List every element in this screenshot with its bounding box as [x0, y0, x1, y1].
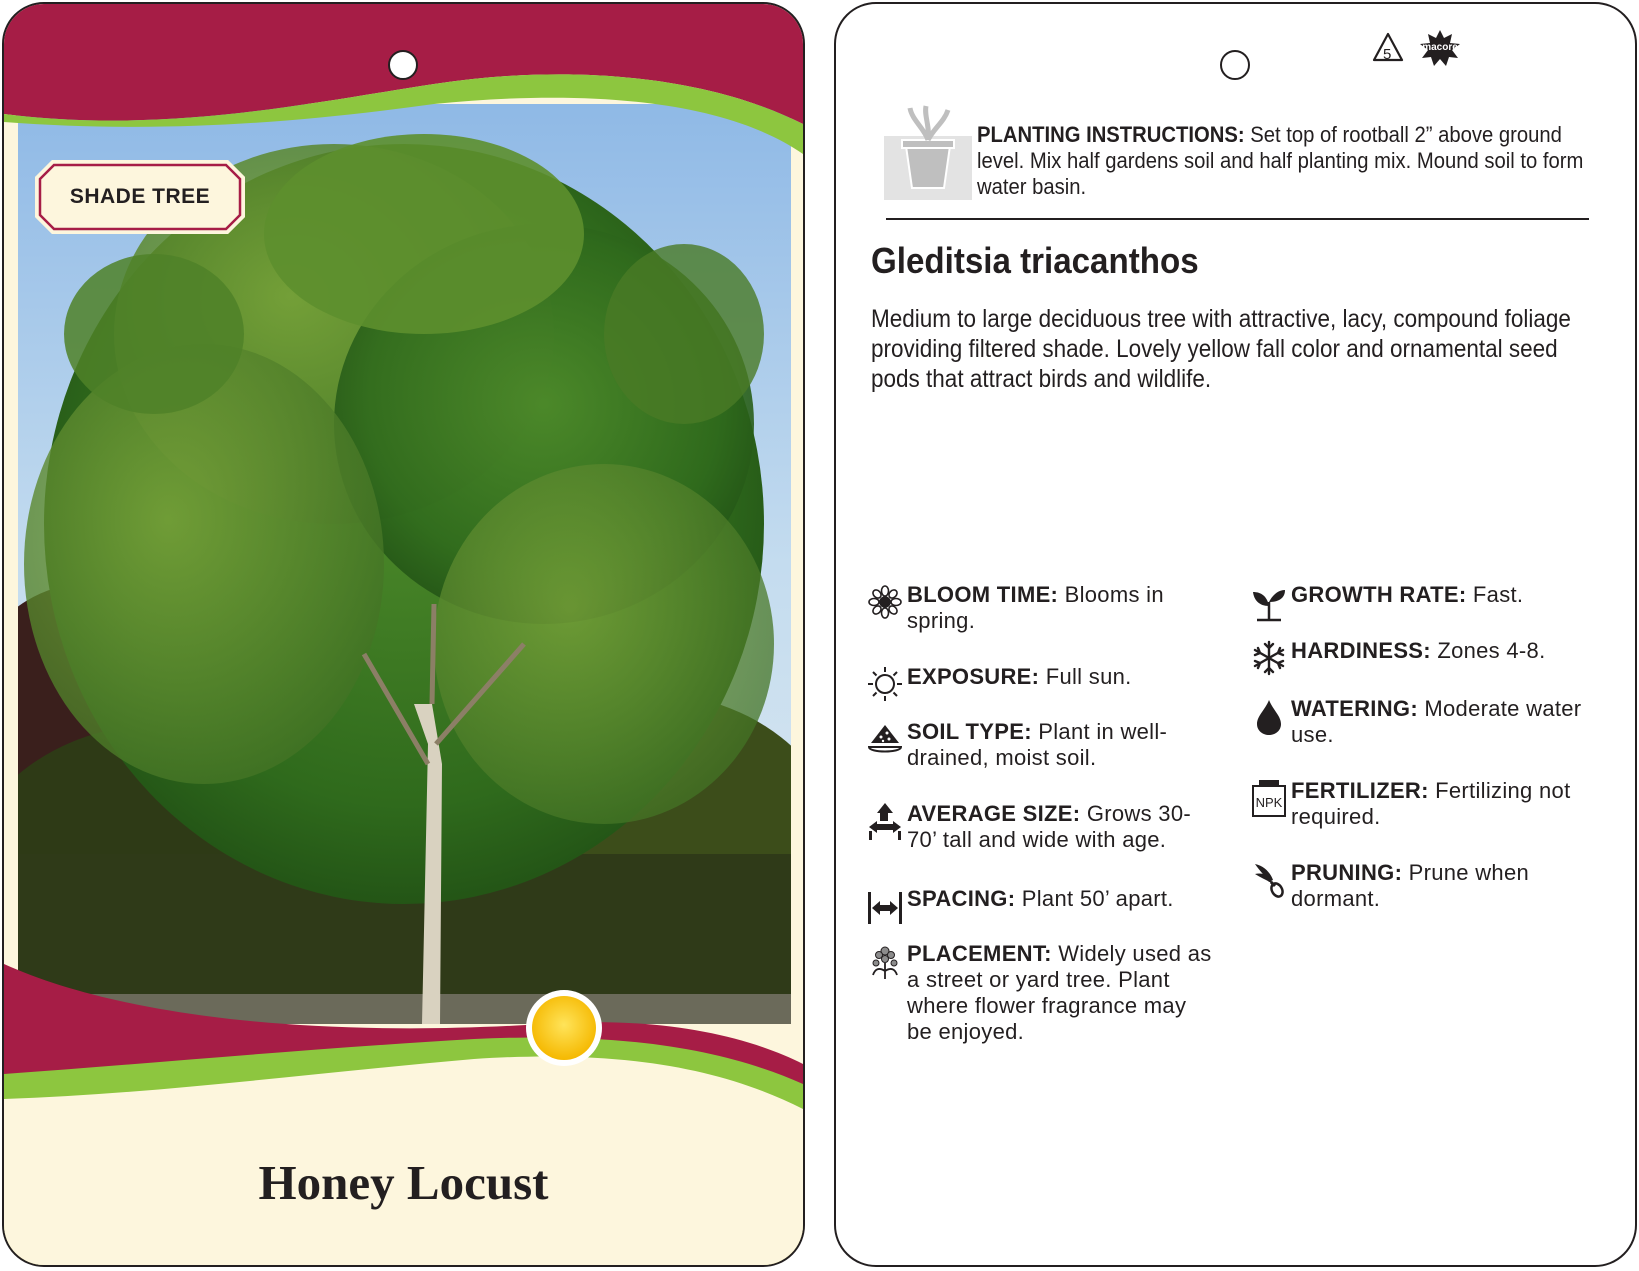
attr-watering: WATERING: Moderate water use. [1251, 696, 1611, 748]
planting-label: PLANTING INSTRUCTIONS: [977, 122, 1245, 147]
planting-instructions [977, 122, 1593, 200]
npk-label: NPK [1255, 795, 1283, 810]
full-sun-icon [532, 996, 596, 1060]
attr-fertilizer: NPK FERTILIZER: Fertilizing not required. [1251, 778, 1611, 830]
npk-icon [1251, 778, 1287, 818]
recycle-code: 5 [1383, 46, 1392, 63]
brand-logo-text: macore [1422, 42, 1458, 53]
divider [886, 218, 1589, 220]
pruners-icon [1251, 860, 1287, 900]
recycle-logo [1370, 28, 1470, 72]
hang-hole [388, 50, 418, 80]
back-tag [834, 2, 1637, 1267]
common-name: Honey Locust [258, 1155, 549, 1210]
spacing-arrows-icon [867, 886, 903, 926]
attr-growth-rate: GROWTH RATE: Fast. [1251, 582, 1601, 622]
attr-hardiness: HARDINESS: Zones 4-8. [1251, 638, 1601, 678]
water-drop-icon [1251, 696, 1287, 736]
soil-icon [867, 719, 903, 759]
botanical-name: Gleditsia triacanthos [871, 240, 1199, 281]
front-tag [2, 2, 805, 1267]
snowflake-icon [1251, 638, 1287, 678]
attr-bloom-time: BLOOM TIME: Blooms in spring. [867, 582, 1197, 634]
attr-pruning: PRUNING: Prune when dormant. [1251, 860, 1601, 912]
attr-soil-type: SOIL TYPE: Plant in well-drained, moist soil. [867, 719, 1197, 771]
planting-pot-icon [884, 104, 972, 200]
plant-description: Medium to large deciduous tree with attractive, lacy, compound foliage providing filtered shade. Lovely yellow fall color and ornamental seed pods that attract birds and wildlife. [871, 305, 1571, 393]
hang-hole [1220, 50, 1250, 80]
sprout-icon [1251, 582, 1287, 622]
planting-text: Set top of rootball 2” above ground level. Mix half gardens soil and half planting mix. Mound soil to form water basin. [977, 122, 1584, 199]
category-label: SHADE TREE [69, 185, 211, 208]
attr-placement: PLACEMENT: Widely used as a street or yard tree. Plant where flower fragrance may be enjoyed. [867, 941, 1217, 1045]
placement-flowers-icon [867, 941, 903, 981]
recycle-5-icon [1374, 34, 1402, 63]
sun-icon [867, 664, 903, 704]
size-arrows-icon [867, 801, 903, 841]
macore-logo-icon [1420, 30, 1460, 66]
attr-average-size: AVERAGE SIZE: Grows 30-70’ tall and wide with age. [867, 801, 1217, 853]
attr-exposure: EXPOSURE: Full sun. [867, 664, 1197, 704]
flower-icon [867, 582, 903, 622]
attr-spacing: SPACING: Plant 50’ apart. [867, 886, 1207, 926]
